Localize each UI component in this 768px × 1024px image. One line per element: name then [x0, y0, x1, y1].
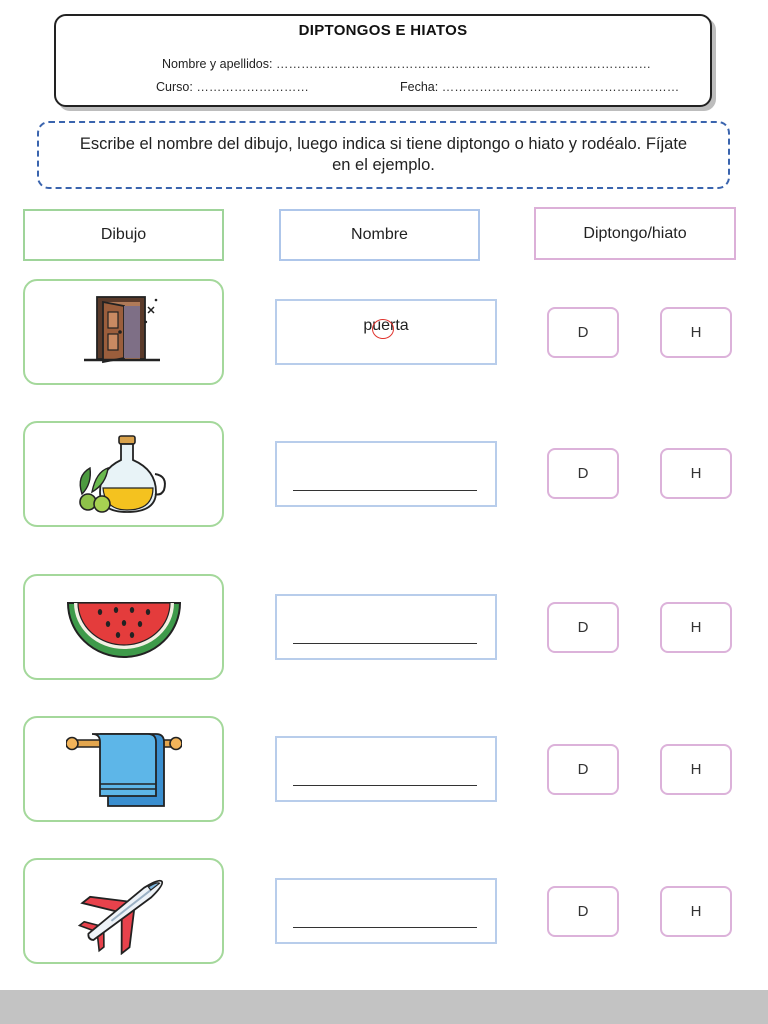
hiatus-label: H	[690, 903, 702, 920]
picture-box-row1	[23, 279, 224, 385]
towel-icon	[66, 728, 182, 810]
hiatus-option-row2[interactable]	[660, 448, 732, 499]
hiatus-label: H	[690, 324, 702, 341]
course-dots[interactable]: ………………………	[196, 80, 309, 94]
name-box-row4[interactable]	[275, 736, 497, 802]
name-box-row5[interactable]	[275, 878, 497, 944]
door-icon	[74, 292, 174, 372]
hiatus-option-row1[interactable]	[660, 307, 732, 358]
course-label: Curso:	[156, 80, 193, 94]
diphthong-option-row1[interactable]	[547, 307, 619, 358]
diphthong-label: D	[577, 903, 589, 920]
name-label: Nombre y apellidos:	[162, 57, 273, 71]
diphthong-option-row5[interactable]	[547, 886, 619, 937]
worksheet-title: DIPTONGOS E HIATOS	[298, 22, 468, 39]
footer-bar	[0, 990, 768, 1024]
diphthong-option-row4[interactable]	[547, 744, 619, 795]
watermelon-slice-icon	[64, 593, 184, 661]
example-answer: puerta	[363, 317, 409, 334]
hiatus-label: H	[690, 465, 702, 482]
name-box-row2[interactable]	[275, 441, 497, 507]
hiatus-option-row3[interactable]	[660, 602, 732, 653]
column-header-name-label: Nombre	[351, 226, 408, 243]
diphthong-option-row3[interactable]	[547, 602, 619, 653]
hiatus-label: H	[690, 619, 702, 636]
column-header-picture	[23, 209, 224, 261]
diphthong-label: D	[577, 619, 589, 636]
column-header-picture-label: Dibujo	[100, 226, 147, 243]
instruction-text: Escribe el nombre del dibujo, luego indica si tiene diptongo o hiato y rodéalo. Fíjate en el ejemplo.	[79, 135, 688, 174]
column-header-type-label: Diptongo/hiato	[583, 224, 687, 242]
picture-box-row3	[23, 574, 224, 680]
date-dots[interactable]: …………………………………………………	[441, 80, 680, 94]
picture-box-row4	[23, 716, 224, 822]
name-line	[162, 57, 651, 71]
date-line	[400, 80, 679, 94]
name-box-row1[interactable]	[275, 299, 497, 365]
airplane-icon	[74, 867, 174, 955]
answer-line-row4[interactable]	[293, 785, 477, 786]
header-card	[54, 14, 712, 107]
name-box-row3[interactable]	[275, 594, 497, 660]
picture-box-row5	[23, 858, 224, 964]
course-line	[156, 80, 309, 94]
instruction-box	[37, 121, 730, 189]
date-label: Fecha:	[400, 80, 439, 94]
name-dots[interactable]: ………………………………………………………………………………	[275, 57, 651, 71]
picture-box-row2	[23, 421, 224, 527]
example-circle-mark	[372, 319, 394, 339]
hiatus-option-row5[interactable]	[660, 886, 732, 937]
answer-line-row2[interactable]	[293, 490, 477, 491]
hiatus-option-row4[interactable]	[660, 744, 732, 795]
diphthong-label: D	[577, 465, 589, 482]
hiatus-label: H	[690, 761, 702, 778]
diphthong-label: D	[577, 324, 589, 341]
diphthong-label: D	[577, 761, 589, 778]
olive-oil-bottle-icon	[74, 432, 174, 516]
column-header-type	[534, 207, 736, 260]
answer-line-row3[interactable]	[293, 643, 477, 644]
diphthong-option-row2[interactable]	[547, 448, 619, 499]
column-header-name	[279, 209, 480, 261]
answer-line-row5[interactable]	[293, 927, 477, 928]
